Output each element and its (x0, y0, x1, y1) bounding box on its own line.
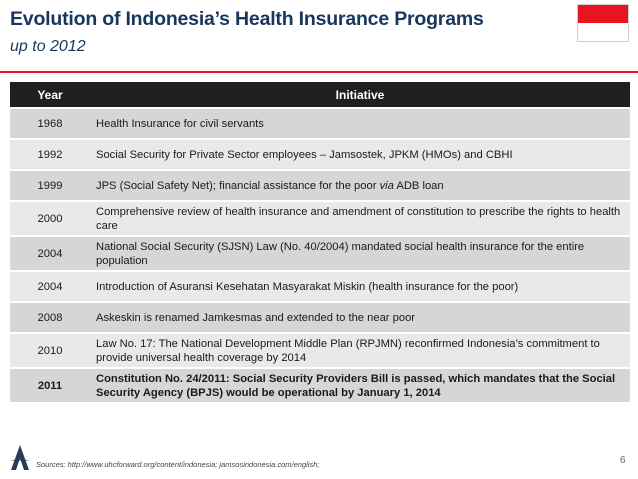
table-row (10, 333, 630, 368)
year-cell: 2008 (10, 302, 90, 333)
initiative-text: JPS (Social Safety Net); financial assistance for the poor (96, 179, 380, 192)
initiative-cell: Constitution No. 24/2011: Social Security Providers Bill is passed, which mandates that the Social Security Agency (BPJS) would be operational by January 1, 2014 (90, 368, 630, 403)
year-cell: 1992 (10, 139, 90, 170)
flag-white-band (578, 23, 628, 41)
initiative-cell: Introduction of Asuransi Kesehatan Masyarakat Miskin (health insurance for the poor) (90, 271, 630, 302)
header-year: Year (10, 82, 90, 108)
sources-footnote: Sources: http://www.uhcforward.org/content/indonesia; jamsosindonesia.com/english; (36, 460, 320, 469)
table-row (10, 302, 630, 333)
table-row (10, 108, 630, 139)
header-initiative: Initiative (90, 82, 630, 108)
initiative-italic-text: via (379, 179, 394, 192)
initiative-text: ADB loan (393, 179, 444, 192)
initiative-cell: Health Insurance for civil servants (90, 108, 630, 139)
table-row (10, 368, 630, 403)
table-row (10, 139, 630, 170)
title-divider (0, 71, 638, 73)
initiative-cell: Law No. 17: The National Development Middle Plan (RPJMN) reconfirmed Indonesia’s commitment to provide universal health coverage by 2014 (90, 333, 630, 368)
initiative-cell: National Social Security (SJSN) Law (No. 40/2004) mandated social health insurance for the entire population (90, 236, 630, 271)
table-row (10, 236, 630, 271)
table-row (10, 170, 630, 201)
initiatives-table (10, 82, 630, 404)
slide-subtitle: up to 2012 (10, 38, 86, 55)
year-cell: 1968 (10, 108, 90, 139)
year-cell: 2000 (10, 201, 90, 236)
table-header-row (10, 82, 630, 108)
company-logo-icon (8, 444, 32, 472)
page-number: 6 (620, 455, 626, 466)
table-row (10, 201, 630, 236)
year-cell: 2004 (10, 236, 90, 271)
year-cell: 2011 (10, 368, 90, 403)
slide-title: Evolution of Indonesia’s Health Insurance Programs (10, 8, 484, 30)
year-cell: 1999 (10, 170, 90, 201)
indonesia-flag-icon (577, 4, 629, 42)
initiative-cell: Askeskin is renamed Jamkesmas and extended to the near poor (90, 302, 630, 333)
flag-red-band (578, 5, 628, 23)
initiative-cell (90, 170, 630, 201)
year-cell: 2010 (10, 333, 90, 368)
year-cell: 2004 (10, 271, 90, 302)
initiative-cell: Social Security for Private Sector employees – Jamsostek, JPKM (HMOs) and CBHI (90, 139, 630, 170)
table-row (10, 271, 630, 302)
initiative-cell: Comprehensive review of health insurance and amendment of constitution to prescribe the rights to health care (90, 201, 630, 236)
